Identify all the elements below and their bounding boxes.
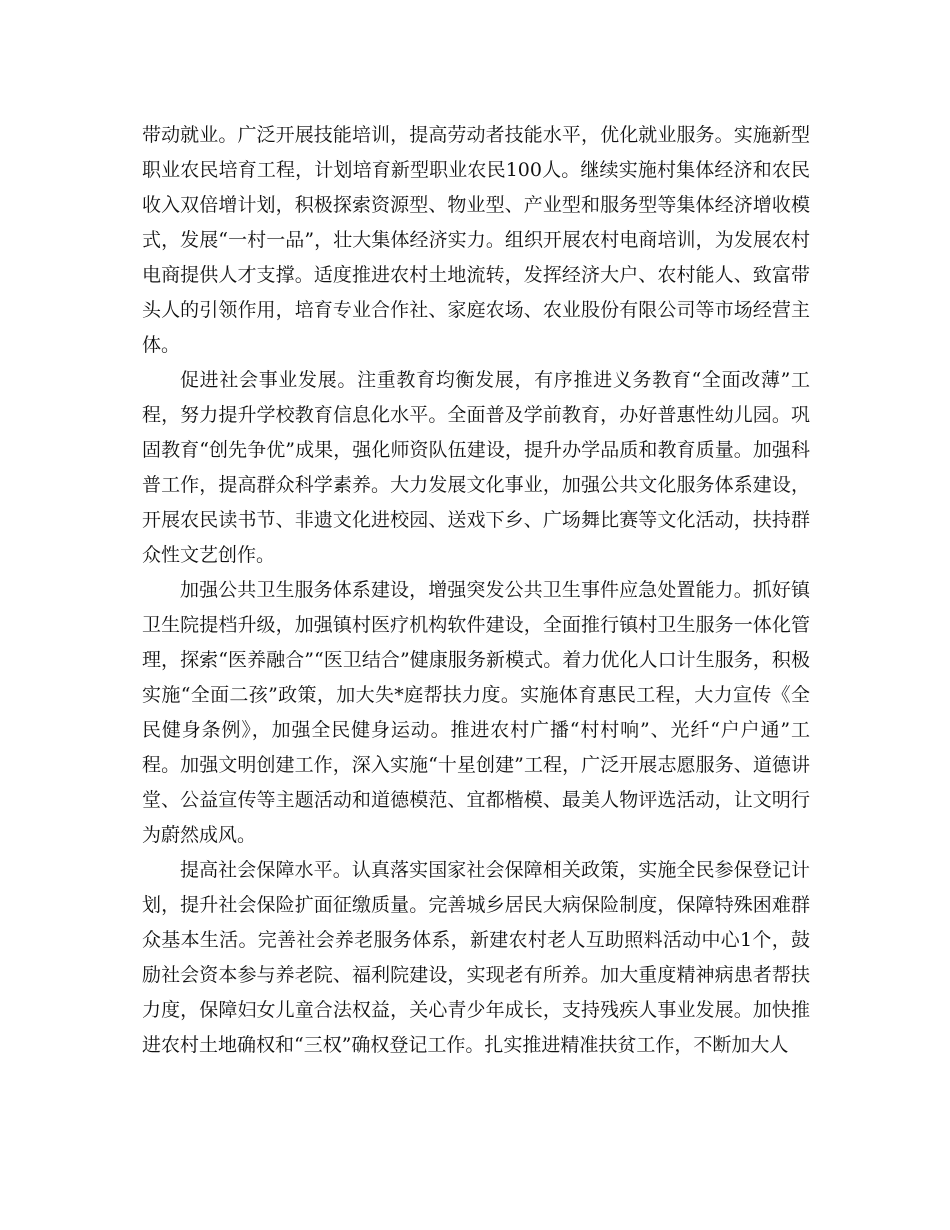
document-body [142, 118, 810, 1063]
paragraph-social-security: 提高社会保障水平。认真落实国家社会保障相关政策，实施全民参保登记计划，提升社会保险扩面征缴质量。完善城乡居民大病保险制度，保障特殊困难群众基本生活。完善社会养老服务体系，新建农村老人互助照料活动中心1个，鼓励社会资本参与养老院、福利院建设，实现老有所养。加大重度精神病患者帮扶力度，保障妇女儿童合法权益，关心青少年成长，支持残疾人事业发展。加快推进农村土地确权和“三权”确权登记工作。扎实推进精准扶贫工作，不断加大人 [142, 859, 810, 1056]
paragraph-public-health: 加强公共卫生服务体系建设，增强突发公共卫生事件应急处置能力。抓好镇卫生院提档升级，加强镇村医疗机构软件建设，全面推行镇村卫生服务一体化管理，探索“医养融合”“医卫结合”健康服务新模式。着力优化人口计生服务，积极实施“全面二孩”政策，加大失*庭帮扶力度。实施体育惠民工程，大力宣传《全民健身条例》，加强全民健身运动。推进农村广播“村村响”、光纤“户户通”工程。加强文明创建工作，深入实施“十星创建”工程，广泛开展志愿服务、道德讲堂、公益宣传等主题活动和道德模范、宜都楷模、最美人物评选活动，让文明行为蔚然成风。 [142, 579, 810, 846]
paragraph-employment: 带动就业。广泛开展技能培训，提高劳动者技能水平，优化就业服务。实施新型职业农民培育工程，计划培育新型职业农民100人。继续实施村集体经济和农民收入双倍增计划，积极探索资源型、物业型、产业型和服务型等集体经济增收模式，发展“一村一品”，壮大集体经济实力。组织开展农村电商培训，为发展农村电商提供人才支撑。适度推进农村土地流转，发挥经济大户、农村能人、致富带头人的引领作用，培育专业合作社、家庭农场、农业股份有限公司等市场经营主体。 [142, 124, 810, 356]
paragraph-social-undertakings: 促进社会事业发展。注重教育均衡发展，有序推进义务教育“全面改薄”工程，努力提升学校教育信息化水平。全面普及学前教育，办好普惠性幼儿园。巩固教育“创先争优”成果，强化师资队伍建设，提升办学品质和教育质量。加强科普工作，提高群众科学素养。大力发展文化事业，加强公共文化服务体系建设，开展农民读书节、非遗文化进校园、送戏下乡、广场舞比赛等文化活动，扶持群众性文艺创作。 [142, 369, 810, 566]
